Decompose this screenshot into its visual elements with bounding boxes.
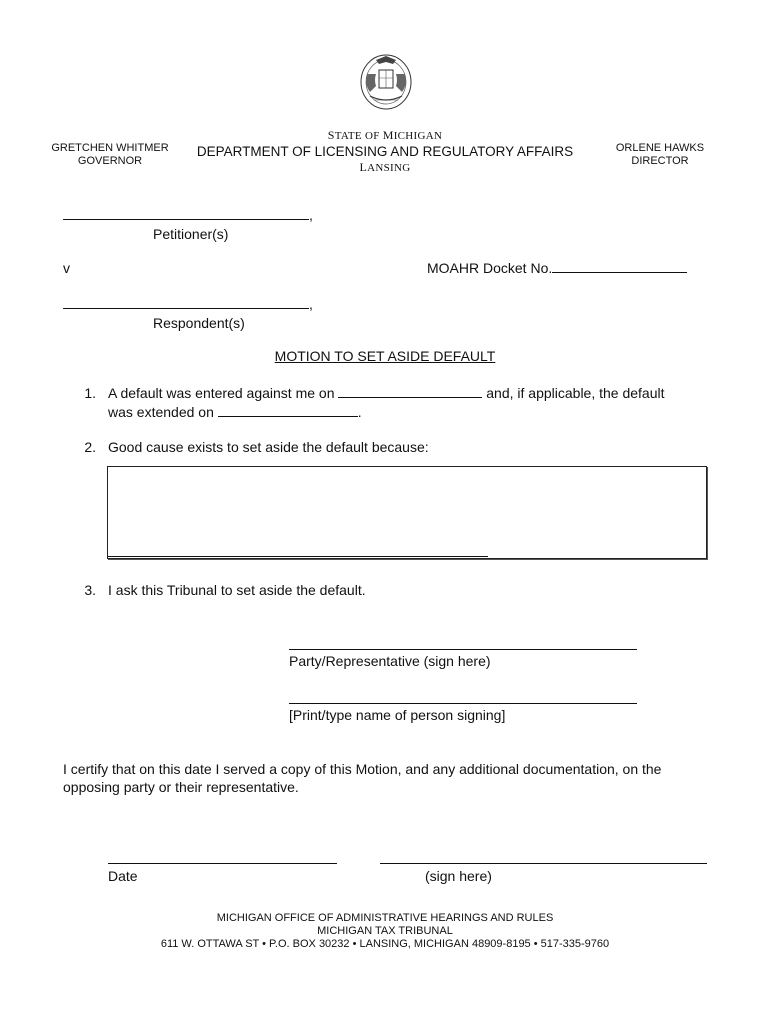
item-2-number: 2. (84, 439, 96, 455)
department-name: DEPARTMENT OF LICENSING AND REGULATORY AFFAIRS (196, 144, 574, 159)
footer-office: MICHIGAN OFFICE OF ADMINISTRATIVE HEARINGS AND RULES (216, 912, 554, 924)
footer-address: 611 W. OTTAWA ST • P.O. BOX 30232 • LANSING, MICHIGAN 48909-8195 • 517-335-9760 (160, 938, 610, 950)
respondent-name-field[interactable]: , (63, 295, 313, 313)
petitioner-name-field[interactable]: , (63, 206, 313, 224)
item-3-number: 3. (84, 582, 96, 598)
party-signature-line[interactable] (289, 649, 637, 650)
item-1-line-1: A default was entered against me on and, if applicable, the default (108, 385, 665, 401)
good-cause-textbox[interactable] (107, 466, 707, 559)
certification-text: I certify that on this date I served a copy of this Motion, and any additional documentation, on the opposing party or their representative. (63, 761, 662, 795)
item-3-text: I ask this Tribunal to set aside the default. (108, 582, 366, 598)
footer-tribunal: MICHIGAN TAX TRIBUNAL (317, 925, 453, 937)
item-1-line-2: was extended on . (108, 404, 362, 420)
state-of-michigan: STATE OF MICHIGAN (327, 128, 443, 142)
print-name-line[interactable] (289, 703, 637, 704)
respondent-label: Respondent(s) (153, 315, 245, 331)
default-extended-date-field[interactable] (218, 416, 358, 417)
director-name: ORLENE HAWKS (615, 142, 705, 154)
versus-label: v (63, 260, 70, 276)
date-label: Date (108, 868, 138, 884)
petitioner-label: Petitioner(s) (153, 226, 229, 242)
director-block (608, 142, 712, 168)
department-header (195, 128, 575, 175)
item-2-text: Good cause exists to set aside the default because: (108, 439, 429, 455)
certify-signature-label: (sign here) (425, 868, 492, 884)
date-line[interactable] (108, 863, 337, 864)
certify-signature-line[interactable] (380, 863, 707, 864)
item-1-number: 1. (84, 385, 96, 401)
print-name-label: [Print/type name of person signing] (289, 707, 506, 723)
governor-title: GOVERNOR (77, 155, 143, 167)
governor-name: GRETCHEN WHITMER (51, 142, 169, 154)
director-title: DIRECTOR (631, 155, 689, 167)
docket-label: MOAHR Docket No. (427, 260, 553, 276)
good-cause-underline (108, 556, 488, 557)
michigan-state-seal (358, 52, 414, 112)
default-entered-date-field[interactable] (338, 397, 482, 398)
form-title: MOTION TO SET ASIDE DEFAULT (274, 348, 496, 364)
docket-number-field[interactable] (427, 259, 687, 277)
governor-block (50, 142, 170, 168)
city-lansing: LANSING (359, 160, 411, 174)
party-signature-label: Party/Representative (sign here) (289, 653, 491, 669)
footer (0, 912, 770, 951)
